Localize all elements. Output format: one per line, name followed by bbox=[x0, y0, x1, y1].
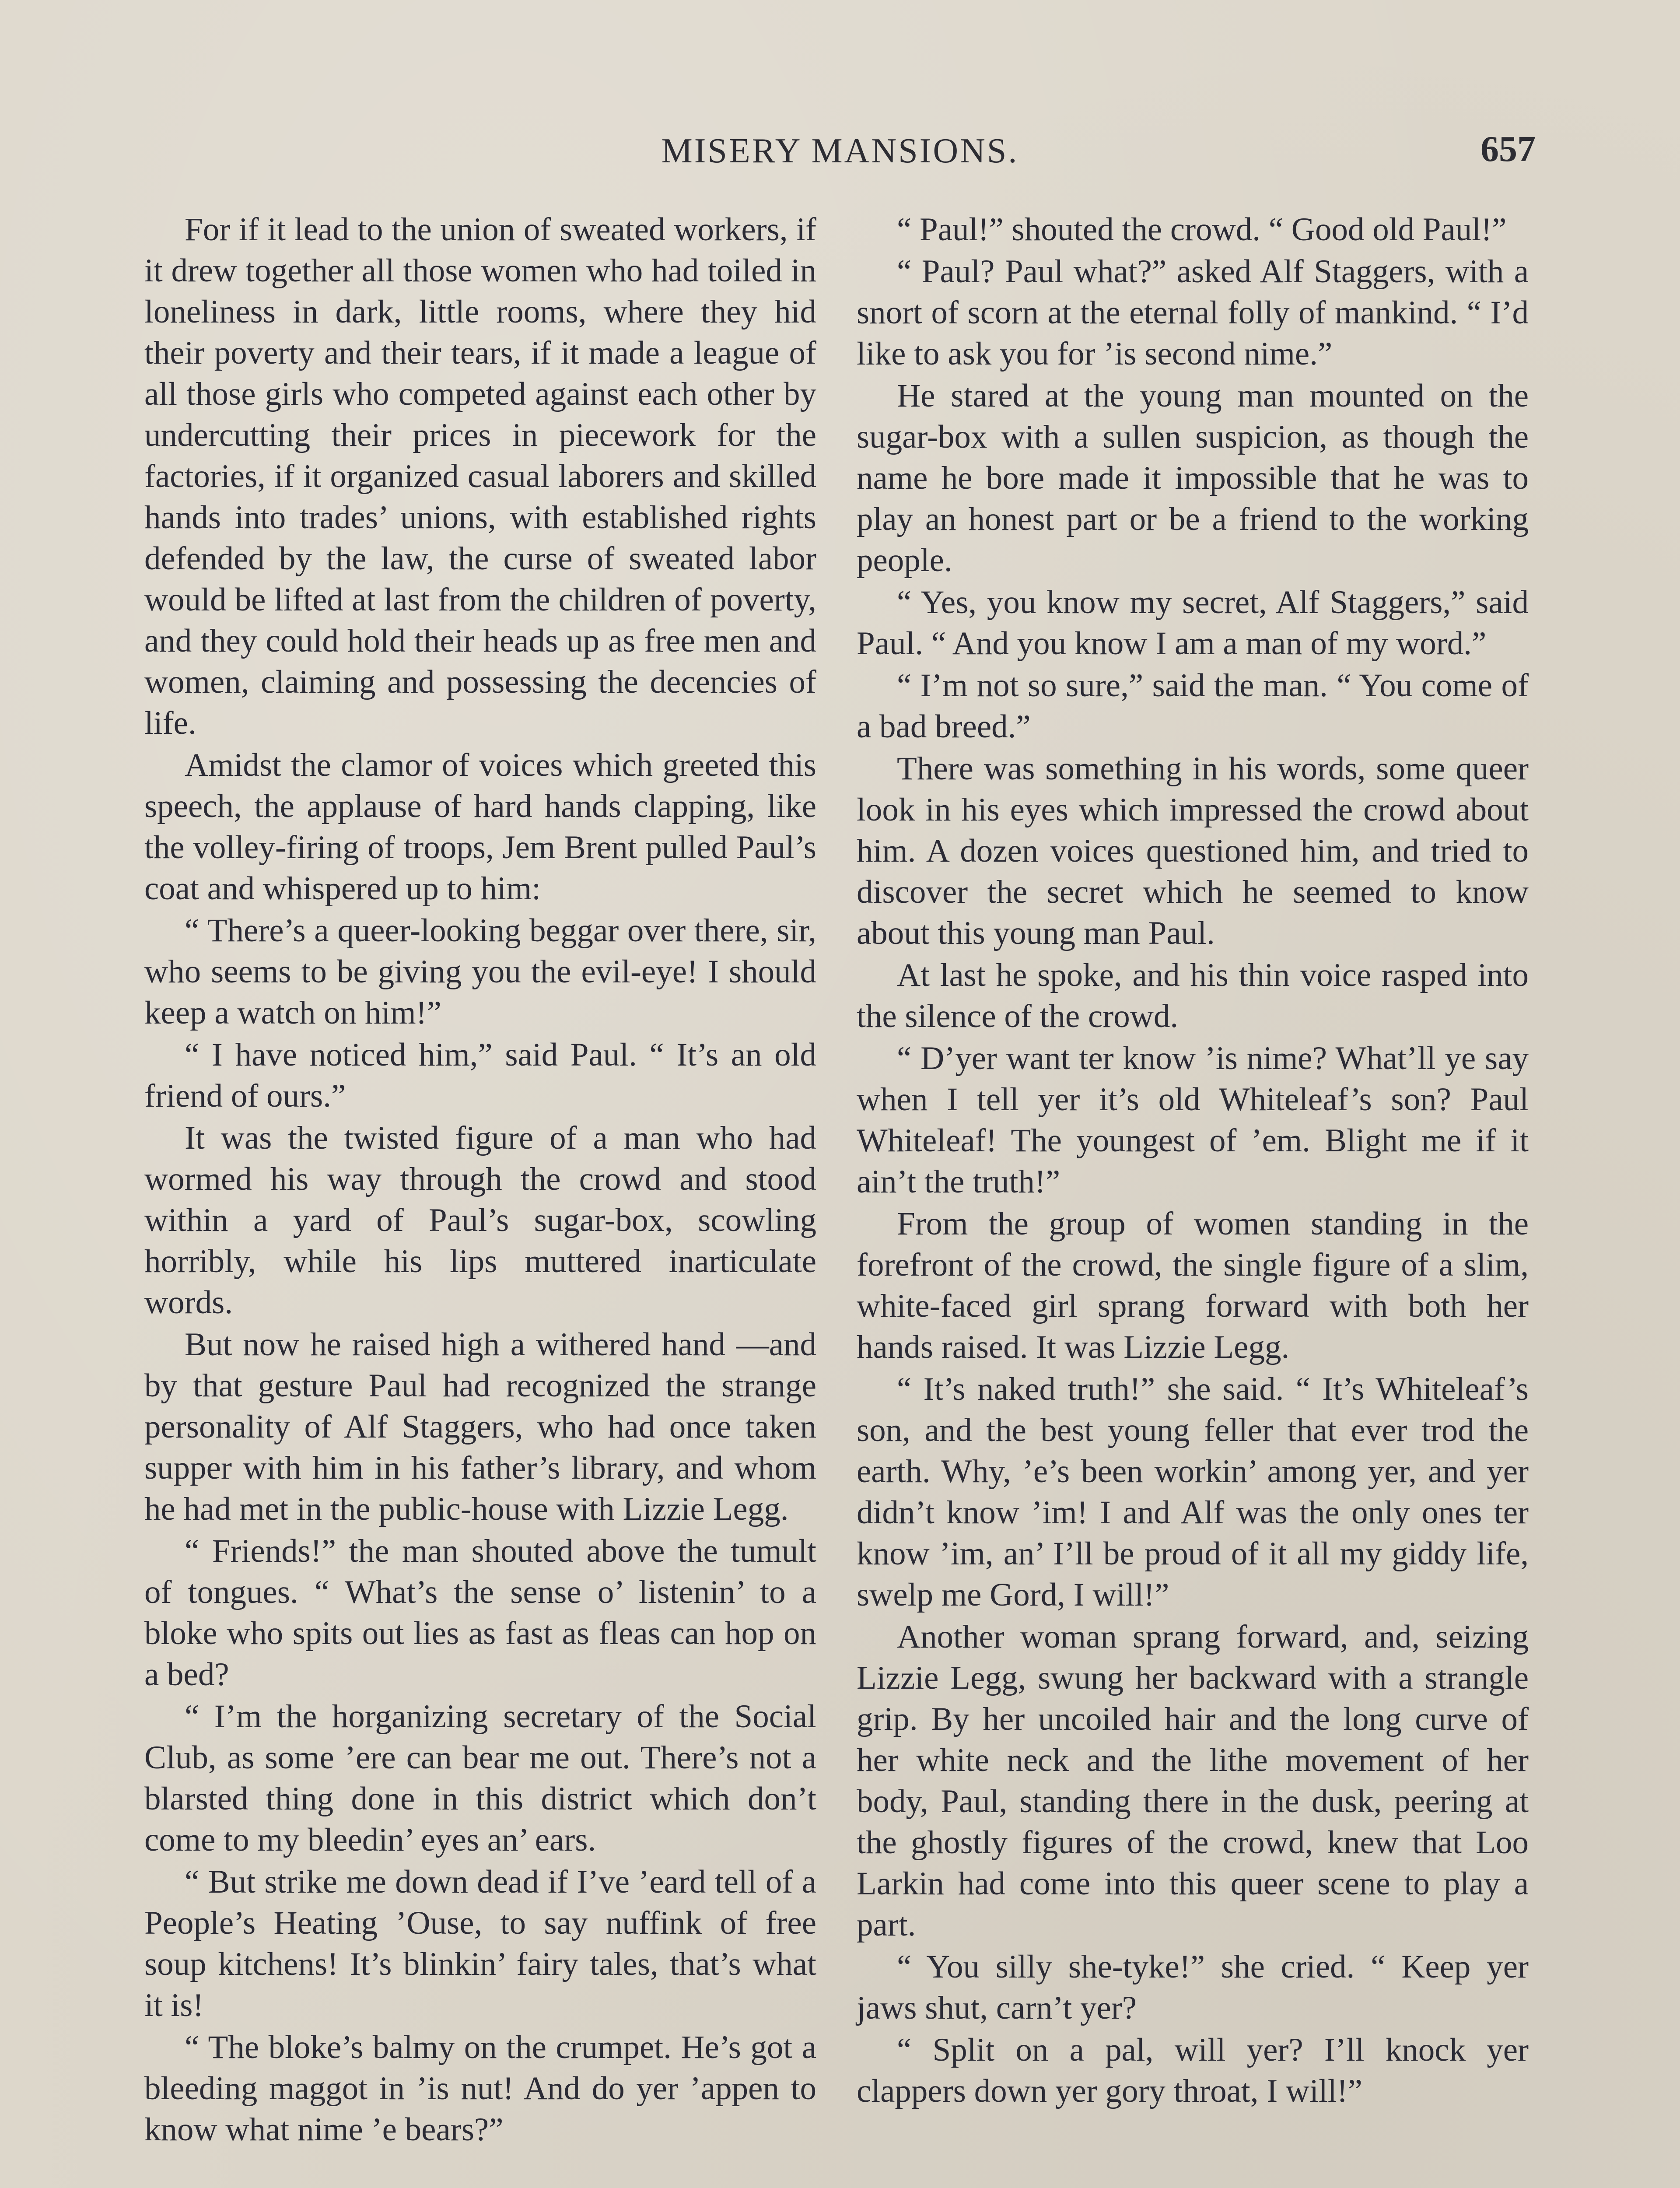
paragraph: “ There’s a queer-looking beggar over there, sir, who seems to be giving you the evil-eye! I should keep a watch on him!” bbox=[144, 912, 816, 1031]
paragraph: From the group of women standing in the forefront of the crowd, the single figure of a slim, white-faced girl sprang forward with both her hands raised. It was Lizzie Legg. bbox=[857, 1206, 1529, 1365]
paragraph: “ The bloke’s balmy on the crumpet. He’s got a bleeding maggot in ’is nut! And do yer ’appen to know what nime ’e bears?” bbox=[144, 2029, 816, 2148]
paragraph: He stared at the young man mounted on the sugar-box with a sullen suspicion, as though the name he bore made it impossible that he was to play an honest part or be a friend to the working people. bbox=[857, 378, 1529, 579]
page-number: 657 bbox=[1480, 129, 1536, 169]
paragraph: “ D’yer want ter know ’is nime? What’ll ye say when I tell yer it’s old Whiteleaf’s son? Paul Whiteleaf! The youngest of ’em. Blight me if it ain’t the truth!” bbox=[857, 1040, 1529, 1200]
paragraph: There was something in his words, some queer look in his eyes which impressed the crowd about him. A dozen voices questioned him, and tried to discover the secret which he seemed to know about this young man Paul. bbox=[857, 750, 1529, 951]
paragraph: “ But strike me down dead if I’ve ’eard tell of a People’s Heating ’Ouse, to say nuffink of free soup kitchens! It’s blinkin’ fairy tales, that’s what it is! bbox=[144, 1864, 816, 2023]
right-column bbox=[857, 209, 1529, 2113]
paragraph: “ It’s naked truth!” she said. “ It’s Whiteleaf’s son, and the best young feller that ever trod the earth. Why, ’e’s been workin’ among yer, and yer didn’t know ’im! I and Alf was the only ones ter know ’im, an’ I’ll be proud of it all my giddy life, swelp me Gord, I will!” bbox=[857, 1371, 1529, 1613]
page-header bbox=[144, 131, 1536, 184]
paragraph: “ Paul? Paul what?” asked Alf Staggers, with a snort of scorn at the eternal folly of mankind. “ I’d like to ask you for ’is second nime.” bbox=[857, 253, 1529, 372]
paragraph: Another woman sprang forward, and, seizing Lizzie Legg, swung her backward with a strangle grip. By her uncoiled hair and the long curve of her white neck and the lithe movement of her body, Paul, standing there in the dusk, peering at the ghostly figures of the crowd, knew that Loo Larkin had come into this queer scene to play a part. bbox=[857, 1619, 1529, 1943]
left-column bbox=[144, 209, 816, 2151]
paragraph: Amidst the clamor of voices which greeted this speech, the applause of hard hands clapping, like the volley-firing of troops, Jem Brent pulled Paul’s coat and whispered up to him: bbox=[144, 747, 816, 907]
paragraph: “ I have noticed him,” said Paul. “ It’s an old friend of ours.” bbox=[144, 1037, 816, 1114]
paragraph: For if it lead to the union of sweated workers, if it drew together all those women who had toiled in loneliness in dark, little rooms, where they hid their poverty and their tears, if it made a league of all those girls who competed against each other by undercutting their prices in piecework for the factories, if it organized casual laborers and skilled hands into trades’ unions, with established rights defended by the law, the curse of sweated labor would be lifted at last from the children of poverty, and they could hold their heads up as free men and women, claiming and possessing the decencies of life. bbox=[144, 211, 816, 741]
paragraph: “ I’m not so sure,” said the man. “ You come of a bad breed.” bbox=[857, 667, 1529, 745]
paragraph: But now he raised high a withered hand —and by that gesture Paul had recognized the strange personality of Alf Staggers, who had once taken supper with him in his father’s library, and whom he had met in the public-house with Lizzie Legg. bbox=[144, 1326, 816, 1527]
paragraph: “ You silly she-tyke!” she cried. “ Keep yer jaws shut, carn’t yer? bbox=[857, 1949, 1529, 2026]
running-title: MISERY MANSIONS. bbox=[661, 132, 1019, 170]
paragraph: It was the twisted figure of a man who had wormed his way through the crowd and stood within a yard of Paul’s sugar-box, scowling horribly, while his lips muttered inarticulate words. bbox=[144, 1120, 816, 1321]
paragraph: At last he spoke, and his thin voice rasped into the silence of the crowd. bbox=[857, 957, 1529, 1034]
paragraph: “ Yes, you know my secret, Alf Staggers,” said Paul. “ And you know I am a man of my word.” bbox=[857, 584, 1529, 662]
paragraph: “ Split on a pal, will yer? I’ll knock yer clappers down yer gory throat, I will!” bbox=[857, 2032, 1529, 2109]
paragraph: “ Paul!” shouted the crowd. “ Good old Paul!” bbox=[897, 211, 1507, 248]
paragraph: “ Friends!” the man shouted above the tumult of tongues. “ What’s the sense o’ listenin’ to a bloke who spits out lies as fast as fleas can hop on a bed? bbox=[144, 1533, 816, 1693]
paragraph: “ I’m the horganizing secretary of the Social Club, as some ’ere can bear me out. There’s not a blarsted thing done in this district which don’t come to my bleedin’ eyes an’ ears. bbox=[144, 1698, 816, 1858]
